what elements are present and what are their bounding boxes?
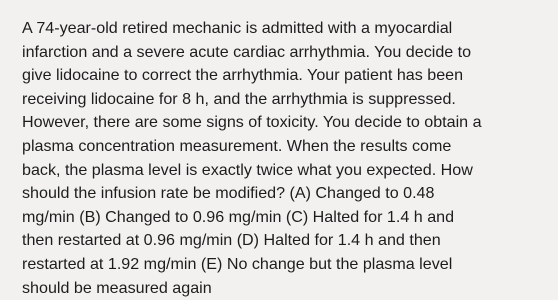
question-text (22, 17, 550, 300)
question-line: plasma concentration measurement. When the results come (22, 136, 452, 155)
question-line: back, the plasma level is exactly twice what you expected. How (22, 160, 473, 179)
question-line: restarted at 1.92 mg/min (E) No change but the plasma level (22, 254, 453, 273)
question-line: receiving lidocaine for 8 h, and the arrhythmia is suppressed. (22, 89, 456, 108)
question-line: infarction and a severe acute cardiac arrhythmia. You decide to (22, 42, 472, 61)
question-line: mg/min (B) Changed to 0.96 mg/min (C) Halted for 1.4 h and (22, 207, 455, 226)
question-line: give lidocaine to correct the arrhythmia. Your patient has been (22, 66, 464, 85)
question-line: However, there are some signs of toxicity. You decide to obtain a (22, 113, 482, 132)
question-line: should the infusion rate be modified? (A) Changed to 0.48 (22, 184, 435, 203)
question-line: A 74-year-old retired mechanic is admitted with a myocardial (22, 19, 453, 37)
question-line: should be measured again (22, 278, 212, 297)
question-line: then restarted at 0.96 mg/min (D) Halted for 1.4 h and then (22, 231, 441, 250)
